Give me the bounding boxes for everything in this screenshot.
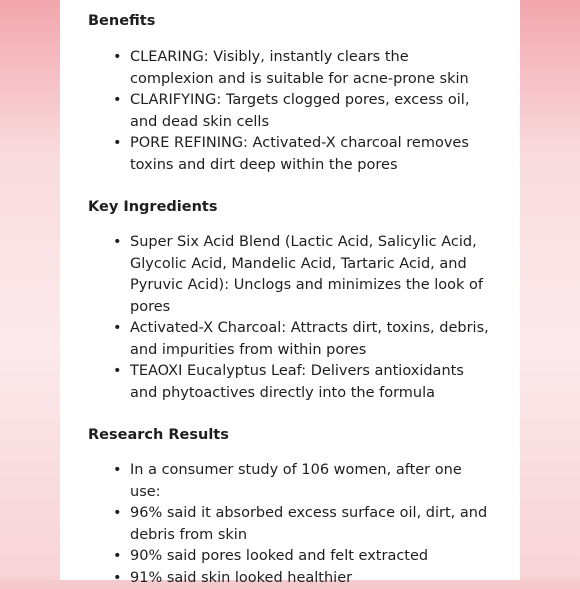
list-item-text: 90% said pores looked and felt extracted	[130, 548, 428, 564]
bullet-icon: •	[113, 568, 122, 589]
list-item	[60, 460, 490, 503]
list-item	[60, 133, 490, 176]
list-item-text: PORE REFINING: Activated-X charcoal removes toxins and dirt deep within the pores	[130, 135, 469, 173]
research-results-heading: Research Results	[88, 426, 229, 444]
list-item-text: TEAOXI Eucalyptus Leaf: Delivers antioxidants and phytoactives directly into the formula	[130, 363, 464, 401]
bullet-icon: •	[113, 133, 122, 155]
bullet-icon: •	[113, 361, 122, 383]
list-item	[60, 568, 490, 589]
benefits-list	[60, 47, 490, 176]
key-ingredients-heading: Key Ingredients	[88, 198, 217, 216]
right-pink-border	[520, 0, 580, 580]
list-item	[60, 47, 490, 90]
list-item	[60, 503, 490, 546]
product-info-card	[60, 0, 520, 580]
list-item-text: CLEARING: Visibly, instantly clears the complexion and is suitable for acne-prone skin	[130, 49, 469, 87]
research-results-list	[60, 460, 490, 589]
bullet-icon: •	[113, 503, 122, 525]
list-item-text: In a consumer study of 106 women, after one use:	[130, 462, 462, 500]
list-item	[60, 546, 490, 568]
list-item-text: Super Six Acid Blend (Lactic Acid, Salicylic Acid, Glycolic Acid, Mandelic Acid, Tartaric Acid, and Pyruvic Acid): Unclogs and minimizes the look of pores	[130, 234, 483, 315]
bullet-icon: •	[113, 90, 122, 112]
key-ingredients-list	[60, 232, 490, 404]
left-pink-border	[0, 0, 60, 580]
list-item-text: 91% said skin looked healthier	[130, 570, 352, 586]
list-item-text: 96% said it absorbed excess surface oil, dirt, and debris from skin	[130, 505, 487, 543]
benefits-heading: Benefits	[88, 12, 155, 30]
list-item-text: CLARIFYING: Targets clogged pores, excess oil, and dead skin cells	[130, 92, 469, 130]
bullet-icon: •	[113, 47, 122, 69]
list-item-text: Activated-X Charcoal: Attracts dirt, toxins, debris, and impurities from within pores	[130, 320, 489, 358]
bullet-icon: •	[113, 318, 122, 340]
bullet-icon: •	[113, 232, 122, 254]
list-item	[60, 318, 490, 361]
bullet-icon: •	[113, 460, 122, 482]
list-item	[60, 232, 490, 318]
bullet-icon: •	[113, 546, 122, 568]
list-item	[60, 90, 490, 133]
list-item	[60, 361, 490, 404]
